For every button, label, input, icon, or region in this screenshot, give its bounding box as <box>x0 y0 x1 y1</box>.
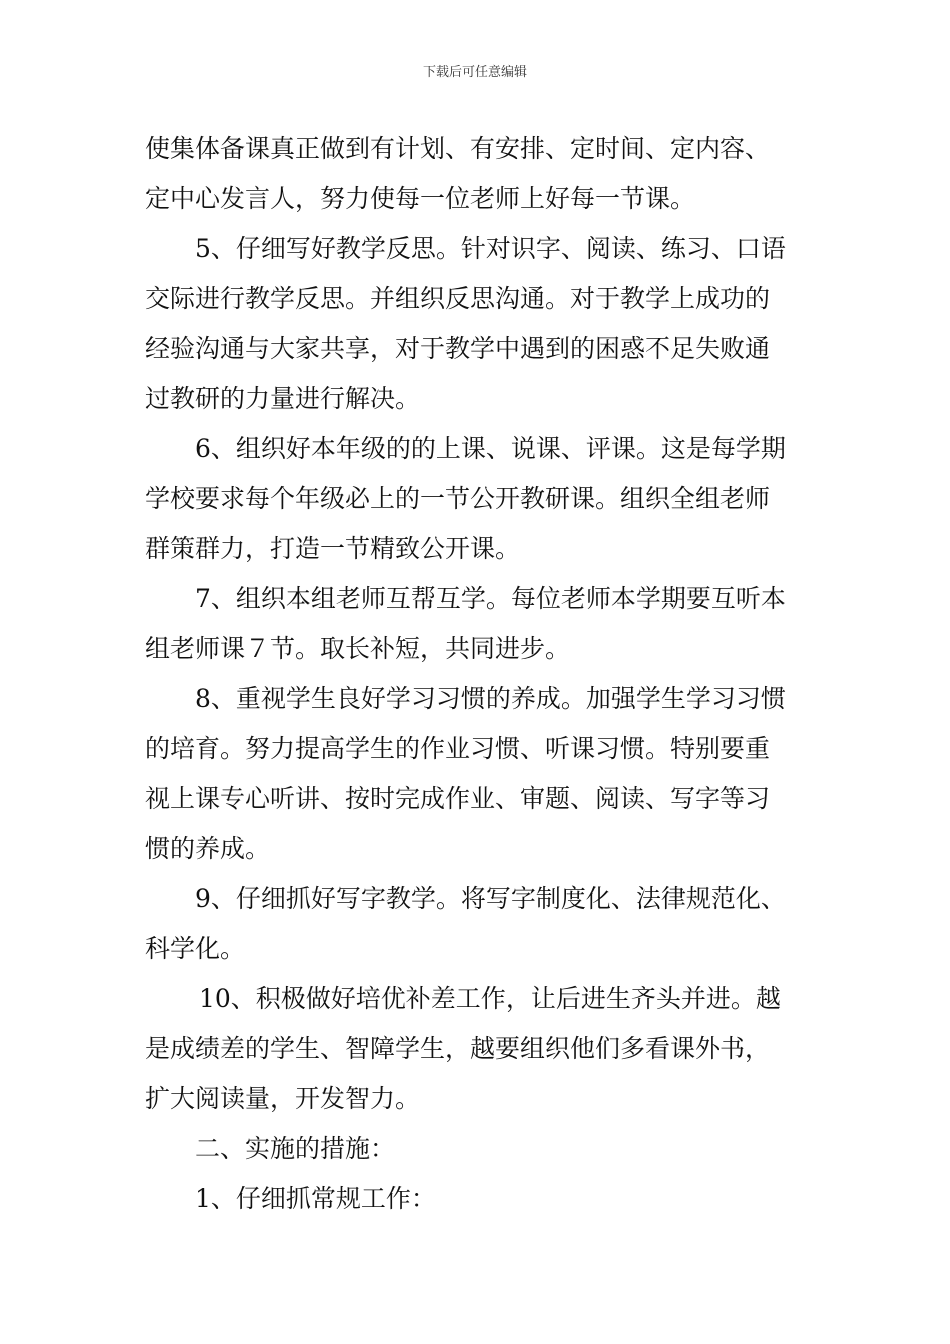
body-text <box>145 124 810 1224</box>
text-line: 组老师课７节。取长补短，共同进步。 <box>145 634 571 663</box>
text-line: 扩大阅读量，开发智力。 <box>145 1084 421 1113</box>
text-line: 6、组织好本年级的的上课、说课、评课。这是每学期 <box>195 434 786 463</box>
text-line: 使集体备课真正做到有计划、有安排、定时间、定内容、 <box>145 134 771 163</box>
text-line: 定中心发言人，努力使每一位老师上好每一节课。 <box>145 184 696 213</box>
text-line: 7、组织本组老师互帮互学。每位老师本学期要互听本 <box>195 584 786 613</box>
text-line: 群策群力，打造一节精致公开课。 <box>145 534 521 563</box>
text-line: 学校要求每个年级必上的一节公开教研课。组织全组老师 <box>145 484 771 513</box>
text-line: 科学化。 <box>145 934 246 963</box>
text-line: 1、仔细抓常规工作： <box>195 1184 436 1213</box>
text-line: 过教研的力量进行解决。 <box>145 384 421 413</box>
text-line: 交际进行教学反思。并组织反思沟通。对于教学上成功的 <box>145 284 771 313</box>
text-line: 经验沟通与大家共享，对于教学中遇到的困惑不足失败通 <box>145 334 771 363</box>
text-line: 二、实施的措施： <box>195 1134 396 1163</box>
text-line: 5、仔细写好教学反思。针对识字、阅读、练习、口语 <box>195 234 786 263</box>
text-line: 10、积极做好培优补差工作，让后进生齐头并进。越 <box>199 984 781 1013</box>
text-line: 视上课专心听讲、按时完成作业、审题、阅读、写字等习 <box>145 784 771 813</box>
text-line: 8、重视学生良好学习习惯的养成。加强学生学习习惯 <box>195 684 786 713</box>
text-line: 是成绩差的学生、智障学生，越要组织他们多看课外书， <box>145 1034 771 1063</box>
text-line: 的培育。努力提高学生的作业习惯、听课习惯。特别要重 <box>145 734 771 763</box>
text-line: 惯的养成。 <box>145 834 271 863</box>
page-header: 下载后可任意编辑 <box>422 65 527 80</box>
text-line: 9、仔细抓好写字教学。将写字制度化、法律规范化、 <box>195 884 786 913</box>
